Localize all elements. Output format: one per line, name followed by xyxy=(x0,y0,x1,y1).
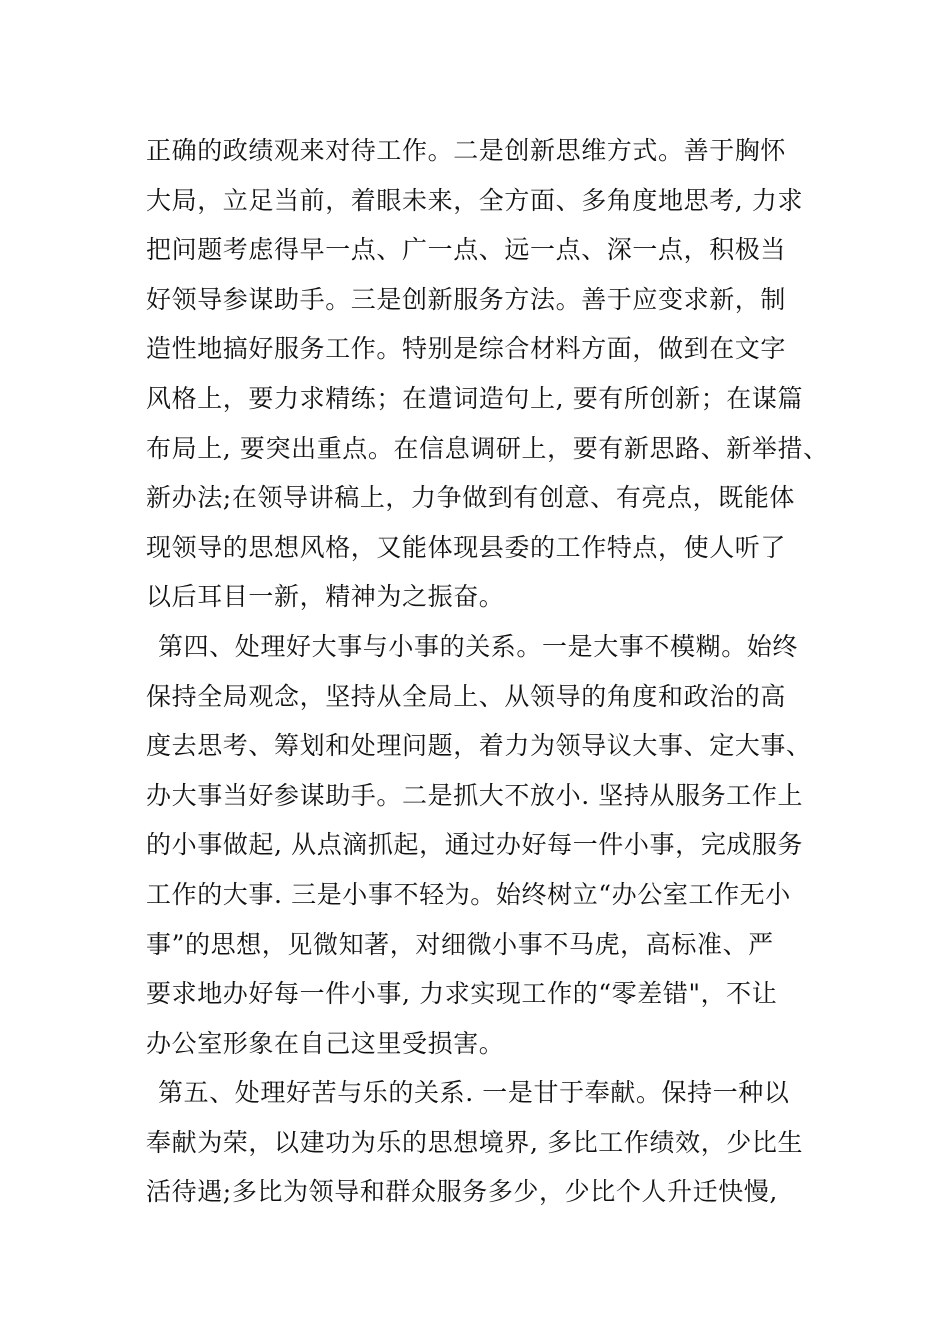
text-line: 奉献为荣，以建功为乐的思想境界, 多比工作绩效，少比生 xyxy=(146,1127,804,1157)
text-line: 新办法;在领导讲稿上，力争做到有创意、有亮点，既能体 xyxy=(146,483,796,513)
text-line: 大局，立足当前，着眼未来，全方面、多角度地思考, 力求 xyxy=(146,185,804,215)
text-line: 活待遇;多比为领导和群众服务多少，少比个人升迁快慢, xyxy=(146,1177,778,1207)
text-line: 风格上，要力求精练；在遣词造句上, 要有所创新；在谋篇 xyxy=(146,383,804,413)
text-line: 好领导参谋助手。三是创新服务方法。善于应变求新，制 xyxy=(146,284,787,314)
text-line: 事”的思想，见微知著，对细微小事不马虎，高标准、严 xyxy=(146,929,774,959)
text-line: 要求地办好每一件小事, 力求实现工作的“零差错"，不让 xyxy=(146,979,778,1009)
text-line: 的小事做起, 从点滴抓起，通过办好每一件小事，完成服务 xyxy=(146,830,804,860)
document-body xyxy=(146,126,866,1217)
text-line: 布局上, 要突出重点。在信息调研上，要有新思路、新举措、 xyxy=(146,433,829,463)
text-line: 第四、处理好大事与小事的关系。一是大事不模糊。始终 xyxy=(158,631,799,661)
text-line: 第五、处理好苦与乐的关系. 一是甘于奉献。保持一种以 xyxy=(158,1078,790,1108)
text-line: 工作的大事. 三是小事不轻为。始终树立“办公室工作无小 xyxy=(146,879,791,909)
text-line: 把问题考虑得早一点、广一点、远一点、深一点，积极当 xyxy=(146,235,787,265)
text-line: 办大事当好参谋助手。二是抓大不放小. 坚持从服务工作上 xyxy=(146,780,804,810)
text-line: 造性地搞好服务工作。特别是综合材料方面，做到在文字 xyxy=(146,334,787,364)
text-line: 正确的政绩观来对待工作。二是创新思维方式。善于胸怀 xyxy=(146,136,787,165)
text-line: 以后耳目一新，精神为之振奋。 xyxy=(146,582,505,612)
text-line: 保持全局观念，坚持从全局上、从领导的角度和政治的高 xyxy=(146,681,787,711)
text-line: 度去思考、筹划和处理问题，着力为领导议大事、定大事、 xyxy=(146,731,812,761)
text-line: 现领导的思想风格，又能体现县委的工作特点，使人听了 xyxy=(146,532,787,562)
text-line: 办公室形象在自己这里受损害。 xyxy=(146,1028,505,1058)
